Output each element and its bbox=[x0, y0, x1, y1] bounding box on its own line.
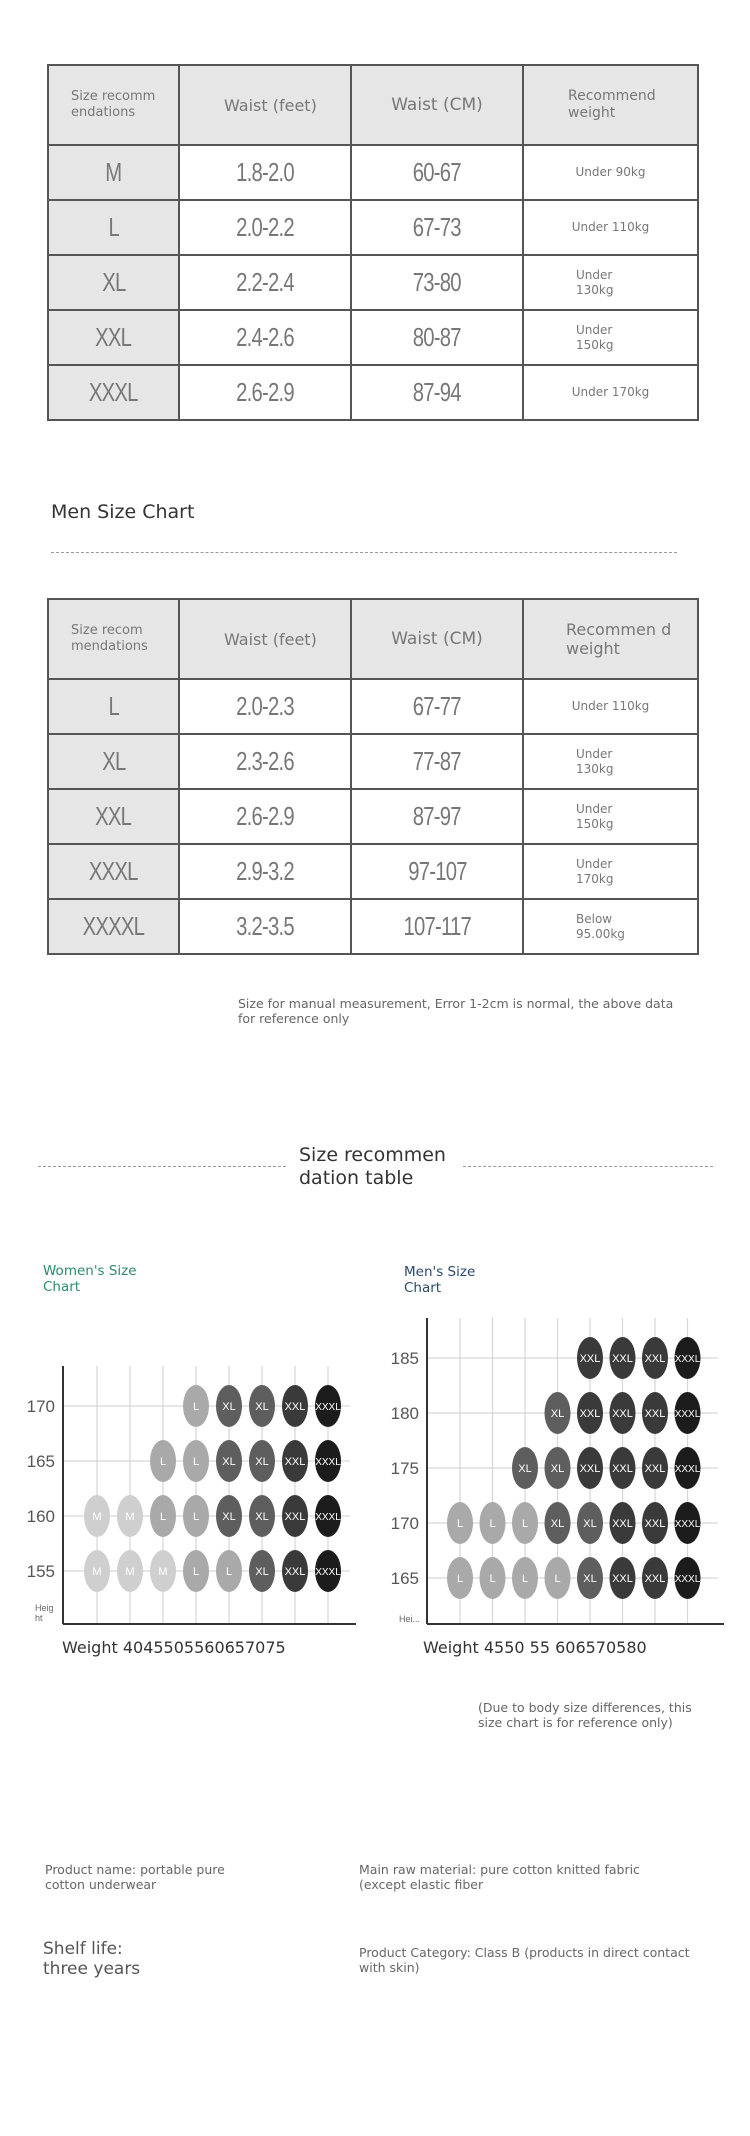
size-bubble-label: XXXL bbox=[674, 1464, 701, 1475]
size-bubble-label: XL bbox=[518, 1463, 532, 1475]
size-bubble-label: XXXL bbox=[674, 1409, 701, 1420]
table-header-row bbox=[48, 599, 698, 679]
y-tick-label: 180 bbox=[390, 1404, 419, 1423]
size-bubble-label: XL bbox=[583, 1518, 597, 1530]
size-bubble-label: M bbox=[158, 1566, 168, 1578]
womens-chart-title: Women's Size Chart bbox=[43, 1263, 137, 1295]
waist-feet-cell: 2.2-2.4 bbox=[236, 267, 294, 297]
header-waist-feet: Waist (feet) bbox=[179, 65, 351, 145]
mens-chart-xlabel: Weight 4550 55 606570580 bbox=[423, 1638, 647, 1657]
waist-cm-cell: 73-80 bbox=[413, 267, 461, 297]
divider-left bbox=[38, 1166, 286, 1167]
y-tick-label: 185 bbox=[390, 1349, 419, 1368]
size-bubble-label: XXXL bbox=[315, 1512, 341, 1523]
recommendation-title-line1: Size recommen bbox=[299, 1144, 446, 1166]
waist-feet-cell: 2.6-2.9 bbox=[236, 377, 294, 407]
womens-size-chart bbox=[0, 1340, 375, 1640]
size-bubble-label: XXL bbox=[579, 1353, 601, 1365]
table-header-row bbox=[48, 65, 698, 145]
weight-cell: Under 130kg bbox=[523, 255, 698, 310]
size-bubble-label: L bbox=[521, 1518, 529, 1530]
weight-cell: Under 150kg bbox=[523, 310, 698, 365]
size-bubble-label: XXL bbox=[284, 1566, 306, 1578]
size-bubble-label: XL bbox=[255, 1401, 269, 1413]
weight-cell: Under 170kg bbox=[523, 844, 698, 899]
size-bubble-label: XL bbox=[550, 1408, 565, 1420]
size-cell: XXL bbox=[95, 801, 132, 831]
womens-chart-xlabel: Weight 4045505560657075 bbox=[62, 1638, 286, 1657]
weight-cell: Under 90kg bbox=[523, 145, 698, 200]
disclaimer: (Due to body size differences, this size chart is for reference only) bbox=[478, 1700, 692, 1730]
size-bubble-label: XXL bbox=[284, 1456, 306, 1468]
divider-right bbox=[463, 1166, 713, 1167]
measurement-note: Size for manual measurement, Error 1-2cm is normal, the above data for reference only bbox=[238, 996, 674, 1026]
size-bubble-label: XXL bbox=[579, 1408, 601, 1420]
waist-cm-cell: 67-73 bbox=[413, 212, 461, 242]
waist-cm-cell: 80-87 bbox=[413, 322, 461, 352]
size-bubble-label: XL bbox=[222, 1511, 236, 1523]
size-bubble-label: XXXL bbox=[315, 1567, 341, 1578]
waist-feet-cell: 2.3-2.6 bbox=[236, 746, 294, 776]
weight-cell: Under 110kg bbox=[523, 200, 698, 255]
waist-cm-cell: 87-94 bbox=[413, 377, 461, 407]
weight-cell: Under 150kg bbox=[523, 789, 698, 844]
size-bubble-label: L bbox=[192, 1566, 200, 1578]
waist-cm-cell: 107-117 bbox=[403, 911, 471, 941]
divider bbox=[51, 552, 677, 553]
y-tick-label: 155 bbox=[26, 1562, 55, 1581]
size-bubble-label: L bbox=[192, 1511, 200, 1523]
size-bubble-label: L bbox=[159, 1511, 167, 1523]
waist-feet-cell: 2.0-2.2 bbox=[236, 212, 294, 242]
table-row bbox=[48, 899, 698, 954]
recommendation-title bbox=[299, 1144, 446, 1190]
recommendation-title-line2: dation table bbox=[299, 1167, 414, 1189]
size-bubble-label: L bbox=[521, 1573, 529, 1585]
size-cell: XL bbox=[101, 267, 126, 297]
waist-feet-cell: 1.8-2.0 bbox=[236, 157, 294, 187]
size-bubble-label: M bbox=[125, 1511, 135, 1523]
size-cell: XXL bbox=[95, 322, 132, 352]
size-bubble-label: XXL bbox=[612, 1408, 633, 1420]
header-recommend-weight: Recommen d weight bbox=[523, 599, 698, 679]
size-bubble-label: XXL bbox=[612, 1573, 633, 1585]
y-tick-label: 175 bbox=[390, 1459, 419, 1478]
size-bubble-label: L bbox=[192, 1401, 200, 1413]
y-tick-label: 160 bbox=[26, 1507, 55, 1526]
size-bubble-label: XXL bbox=[612, 1463, 633, 1475]
size-bubble-label: XXL bbox=[644, 1353, 666, 1365]
waist-cm-cell: 97-107 bbox=[407, 856, 467, 886]
waist-cm-cell: 60-67 bbox=[413, 157, 461, 187]
size-bubble-label: XXXL bbox=[315, 1402, 341, 1413]
table-row bbox=[48, 734, 698, 789]
size-cell: XXXL bbox=[89, 377, 138, 407]
table-row bbox=[48, 844, 698, 899]
size-bubble-label: XL bbox=[255, 1566, 269, 1578]
size-bubble-label: XXL bbox=[612, 1353, 633, 1365]
y-tick-label: 165 bbox=[26, 1452, 55, 1471]
waist-cm-cell: 67-77 bbox=[413, 691, 461, 721]
table-row bbox=[48, 365, 698, 420]
header-recommend-weight: Recommend weight bbox=[523, 65, 698, 145]
waist-cm-cell: 77-87 bbox=[413, 746, 461, 776]
y-tick-label: 165 bbox=[390, 1569, 419, 1588]
size-bubble-label: XL bbox=[583, 1573, 597, 1585]
size-cell: XXXXL bbox=[82, 911, 145, 941]
size-bubble-label: XXL bbox=[284, 1401, 306, 1413]
y-axis-label: Heig ht bbox=[35, 1603, 54, 1623]
weight-cell: Below 95.00kg bbox=[523, 899, 698, 954]
size-bubble-label: L bbox=[159, 1456, 167, 1468]
size-bubble-label: L bbox=[192, 1456, 200, 1468]
size-bubble-label: XXL bbox=[644, 1463, 666, 1475]
waist-feet-cell: 2.0-2.3 bbox=[236, 691, 294, 721]
table-row bbox=[48, 310, 698, 365]
weight-cell: Under 170kg bbox=[523, 365, 698, 420]
waist-feet-cell: 3.2-3.5 bbox=[236, 911, 294, 941]
main-raw-material: Main raw material: pure cotton knitted fabric (except elastic fiber bbox=[359, 1862, 640, 1892]
table-row bbox=[48, 679, 698, 734]
size-bubble-label: L bbox=[489, 1518, 496, 1530]
size-bubble-label: XL bbox=[222, 1456, 236, 1468]
header-waist-cm: Waist (CM) bbox=[351, 599, 523, 679]
header-size-recommendations: Size recom mendations bbox=[48, 599, 179, 679]
size-table-2 bbox=[47, 598, 699, 955]
table-row bbox=[48, 789, 698, 844]
size-bubble-label: XXL bbox=[644, 1518, 666, 1530]
shelf-life-label: Shelf life: bbox=[43, 1939, 123, 1959]
size-bubble-label: M bbox=[92, 1511, 102, 1523]
size-bubble-label: M bbox=[92, 1566, 102, 1578]
product-category: Product Category: Class B (products in direct contact with skin) bbox=[359, 1945, 690, 1975]
table-row bbox=[48, 145, 698, 200]
size-bubble-label: XXXL bbox=[315, 1457, 341, 1468]
size-bubble-label: XXXL bbox=[674, 1354, 701, 1365]
waist-feet-cell: 2.9-3.2 bbox=[236, 856, 294, 886]
y-tick-label: 170 bbox=[26, 1397, 55, 1416]
size-bubble-label: XXL bbox=[644, 1573, 666, 1585]
mens-chart-title: Men's Size Chart bbox=[404, 1264, 476, 1296]
size-bubble-label: XXXL bbox=[674, 1519, 701, 1530]
size-bubble-label: XL bbox=[550, 1463, 565, 1475]
weight-cell: Under 110kg bbox=[523, 679, 698, 734]
size-bubble-label: XXXL bbox=[674, 1574, 701, 1585]
size-cell: L bbox=[108, 691, 119, 721]
size-bubble-label: XXL bbox=[612, 1518, 633, 1530]
men-size-chart-title: Men Size Chart bbox=[51, 501, 195, 523]
size-bubble-label: XXL bbox=[579, 1463, 601, 1475]
size-bubble-label: L bbox=[554, 1573, 561, 1585]
table-row bbox=[48, 255, 698, 310]
table-row bbox=[48, 200, 698, 255]
size-bubble-label: XL bbox=[255, 1456, 269, 1468]
size-cell: L bbox=[108, 212, 119, 242]
size-bubble-label: L bbox=[456, 1518, 464, 1530]
weight-cell: Under 130kg bbox=[523, 734, 698, 789]
mens-size-chart bbox=[375, 1300, 750, 1640]
header-size-recommendations: Size recomm endations bbox=[48, 65, 179, 145]
size-bubble-label: XL bbox=[222, 1401, 236, 1413]
waist-feet-cell: 2.4-2.6 bbox=[236, 322, 294, 352]
y-tick-label: 170 bbox=[390, 1514, 419, 1533]
size-cell: XXXL bbox=[89, 856, 138, 886]
size-bubble-label: L bbox=[456, 1573, 464, 1585]
size-bubble-label: XXL bbox=[284, 1511, 306, 1523]
y-axis-label: Hei... bbox=[399, 1614, 421, 1624]
size-bubble-label: XXL bbox=[644, 1408, 666, 1420]
shelf-life bbox=[43, 1939, 140, 1979]
header-waist-cm: Waist (CM) bbox=[351, 65, 523, 145]
size-bubble-label: XL bbox=[255, 1511, 269, 1523]
header-waist-feet: Waist (feet) bbox=[179, 599, 351, 679]
waist-feet-cell: 2.6-2.9 bbox=[236, 801, 294, 831]
size-bubble-label: L bbox=[489, 1573, 496, 1585]
size-bubble-label: XL bbox=[550, 1518, 565, 1530]
size-bubble-label: M bbox=[125, 1566, 135, 1578]
size-cell: M bbox=[105, 157, 122, 187]
size-table-1 bbox=[47, 64, 699, 421]
waist-cm-cell: 87-97 bbox=[413, 801, 461, 831]
shelf-life-value: three years bbox=[43, 1959, 141, 1979]
size-bubble-label: L bbox=[225, 1566, 233, 1578]
size-cell: XL bbox=[101, 746, 126, 776]
product-name: Product name: portable pure cotton underwear bbox=[45, 1862, 225, 1892]
